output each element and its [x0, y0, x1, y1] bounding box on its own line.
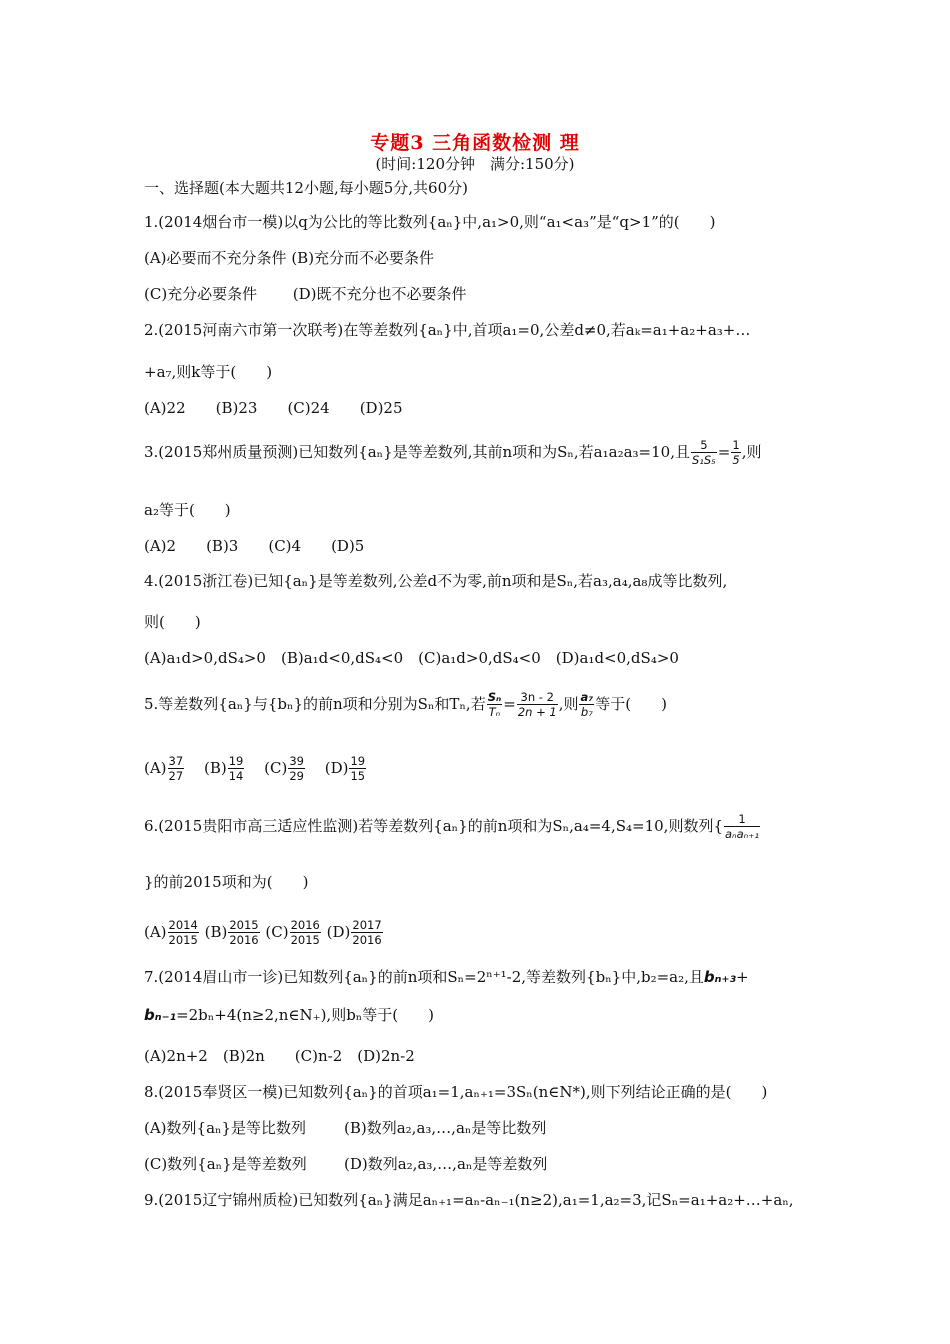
fraction-1-over-5: $\frac{1}{5}$ [732, 438, 740, 467]
option-1c: (C)充分必要条件 [144, 285, 258, 303]
question-1-options-row1 [144, 248, 434, 268]
question-6-options: (A) $\frac{2014}{2015}$ (B) $\frac{2015}{2016}$ (C) $\frac{2016}{2015}$ (D) $\frac{2017}{2016}$ [144, 918, 382, 947]
document-title: 专题3 三角函数检测 理 [370, 132, 580, 154]
question-6-stem-line2: }的前2015项和为( ) [144, 873, 309, 891]
fraction-3n-2-over-2n-1: $\frac{3n - 2}{2n + 1}$ [517, 690, 557, 719]
question-1-stem: 1.(2014烟台市一模)以q为公比的等比数列{aₙ}中,a₁>0,则“a₁<a₃”是“q>1”的( ) [144, 213, 716, 231]
question-2-options: (A)22 (B)23 (C)24 (D)25 [144, 399, 403, 417]
document-subtitle: (时间:120分钟 满分:150分) [375, 155, 575, 173]
question-3-stem-line2: a₂等于( ) [144, 501, 231, 519]
section-heading: 一、选择题(本大题共12小题,每小题5分,共60分) [144, 179, 468, 197]
question-1-options-row2 [144, 284, 466, 304]
question-2-stem-line2: +a₇,则k等于( ) [144, 363, 273, 381]
question-3-stem-line1: 3.(2015郑州质量预测)已知数列{aₙ}是等差数列,其前n项和为Sₙ,若a₁a₂a₃=10,且 $\frac{5}{\text{S₁S₅}}$ = $\frac{1}{5}$ ,则 [144, 438, 762, 467]
fraction-a7-over-b7: $\frac{\text{a₇}}{\text{b₇}}$ [580, 690, 594, 719]
fraction-sn-over-tn: $\frac{\text{Sₙ}}{\text{Tₙ}}$ [487, 690, 502, 719]
option-1b: (B)充分而不必要条件 [291, 249, 435, 267]
question-8-options-row2: (C)数列{aₙ}是等差数列 (D)数列a₂,a₃,…,aₙ是等差数列 [144, 1155, 548, 1173]
question-7-stem-line1: 7.(2014眉山市一诊)已知数列{aₙ}的前n项和Sₙ=2ⁿ⁺¹-2,等差数列{bₙ}中,b₂=a₂,且bₙ₊₃+ [144, 968, 749, 986]
question-4-stem-line2: 则( ) [144, 613, 201, 631]
option-1a: (A)必要而不充分条件 [144, 249, 287, 267]
question-7-options: (A)2n+2 (B)2n (C)n-2 (D)2n-2 [144, 1047, 415, 1065]
fraction-1-over-anan1: $\frac{1}{\text{aₙaₙ₊₁}}$ [725, 812, 759, 841]
fraction-5-over-s1s5: $\frac{5}{\text{S₁S₅}}$ [691, 438, 716, 467]
question-8-options-row1: (A)数列{aₙ}是等比数列 (B)数列a₂,a₃,…,aₙ是等比数列 [144, 1119, 547, 1137]
question-5-options: (A) $\frac{37}{27}$ (B) $\frac{19}{14}$ (C) $\frac{39}{29}$ (D) $\frac{19}{15}$ [144, 754, 366, 783]
question-2-stem-line1: 2.(2015河南六市第一次联考)在等差数列{aₙ}中,首项a₁=0,公差d≠0,若aₖ=a₁+a₂+a₃+… [144, 321, 751, 339]
question-7-stem-line2: bₙ₋₁=2bₙ+4(n≥2,n∈N₊),则bₙ等于( ) [144, 1006, 434, 1024]
question-5-stem: 5.等差数列{aₙ}与{bₙ}的前n项和分别为Sₙ和Tₙ,若 $\frac{\text{Sₙ}}{\text{Tₙ}}$ = $\frac{3n - 2}{2n + 1}$ ,则 $\frac{\text{a₇}}{\text{b₇}}$ 等于( ) [144, 690, 667, 719]
question-4-options: (A)a₁d>0,dS₄>0 (B)a₁d<0,dS₄<0 (C)a₁d>0,dS₄<0 (D)a₁d<0,dS₄>0 [144, 649, 679, 667]
question-6-stem-line1: 6.(2015贵阳市高三适应性监测)若等差数列{aₙ}的前n项和为Sₙ,a₄=4,S₄=10,则数列{ $\frac{1}{\text{aₙaₙ₊₁}}$ [144, 812, 759, 841]
question-9-stem: 9.(2015辽宁锦州质检)已知数列{aₙ}满足aₙ₊₁=aₙ-aₙ₋₁(n≥2),a₁=1,a₂=3,记Sₙ=a₁+a₂+…+aₙ, [144, 1191, 794, 1209]
question-8-stem: 8.(2015奉贤区一模)已知数列{aₙ}的首项a₁=1,aₙ₊₁=3Sₙ(n∈N*),则下列结论正确的是( ) [144, 1083, 768, 1101]
option-1d: (D)既不充分也不必要条件 [292, 285, 467, 303]
question-3-options: (A)2 (B)3 (C)4 (D)5 [144, 537, 365, 555]
question-4-stem-line1: 4.(2015浙江卷)已知{aₙ}是等差数列,公差d不为零,前n项和是Sₙ,若a₃,a₄,a₈成等比数列, [144, 572, 728, 590]
